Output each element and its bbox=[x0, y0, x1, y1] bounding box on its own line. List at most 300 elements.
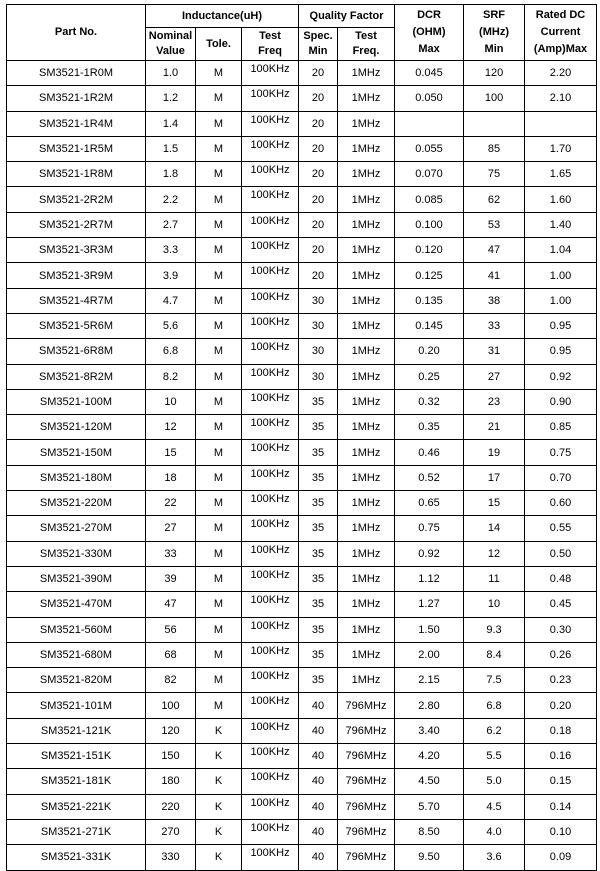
dcr-max-cell: 0.32 bbox=[395, 389, 464, 414]
srf-min-cell: 5.0 bbox=[464, 769, 525, 794]
q-spec-min-cell: 40 bbox=[299, 718, 338, 743]
tolerance-header: Tole. bbox=[196, 28, 242, 61]
q-test-freq-cell: 1MHz bbox=[338, 491, 395, 516]
q-test-freq-cell: 1MHz bbox=[338, 668, 395, 693]
nominal-value-cell: 1.0 bbox=[146, 61, 196, 86]
rated-current-cell: 2.10 bbox=[525, 86, 597, 111]
q-spec-min-cell: 35 bbox=[299, 592, 338, 617]
tolerance-cell: K bbox=[196, 769, 242, 794]
table-row bbox=[7, 794, 597, 819]
nominal-value-cell: 12 bbox=[146, 415, 196, 440]
q-test-freq-cell: 1MHz bbox=[338, 389, 395, 414]
srf-min-cell: 11 bbox=[464, 566, 525, 591]
tolerance-cell: K bbox=[196, 845, 242, 870]
srf-min-cell: 100 bbox=[464, 86, 525, 111]
table-row bbox=[7, 566, 597, 591]
rated-current-cell: 0.30 bbox=[525, 617, 597, 642]
q-spec-min-cell: 40 bbox=[299, 845, 338, 870]
nominal-value-cell: 220 bbox=[146, 794, 196, 819]
q-spec-min-cell: 35 bbox=[299, 465, 338, 490]
nominal-value-cell: 1.8 bbox=[146, 162, 196, 187]
q-spec-min-cell: 35 bbox=[299, 617, 338, 642]
srf-min-cell: 3.6 bbox=[464, 845, 525, 870]
part-number-cell: SM3521-270M bbox=[7, 516, 146, 541]
rated-current-cell: 0.23 bbox=[525, 668, 597, 693]
test-freq-cell: 100KHz bbox=[242, 516, 299, 541]
srf-min-cell: 41 bbox=[464, 263, 525, 288]
rated-current-cell: 1.70 bbox=[525, 136, 597, 161]
nominal-value-cell: 2.2 bbox=[146, 187, 196, 212]
test-freq-cell: 100KHz bbox=[242, 744, 299, 769]
q-spec-min-cell: 35 bbox=[299, 415, 338, 440]
part-number-cell: SM3521-180M bbox=[7, 465, 146, 490]
rated-current-cell: 0.18 bbox=[525, 718, 597, 743]
q-test-freq-cell: 1MHz bbox=[338, 592, 395, 617]
srf-min-cell bbox=[464, 111, 525, 136]
nominal-value-cell: 1.2 bbox=[146, 86, 196, 111]
q-test-freq-cell: 1MHz bbox=[338, 111, 395, 136]
part-number-cell: SM3521-1R8M bbox=[7, 162, 146, 187]
srf-min-cell: 53 bbox=[464, 212, 525, 237]
table-row bbox=[7, 642, 597, 667]
q-test-freq-cell: 1MHz bbox=[338, 61, 395, 86]
tolerance-cell: M bbox=[196, 491, 242, 516]
table-row bbox=[7, 718, 597, 743]
dcr-max-cell: 0.35 bbox=[395, 415, 464, 440]
q-test-freq-cell: 1MHz bbox=[338, 541, 395, 566]
rated-current-cell: 0.95 bbox=[525, 313, 597, 338]
tolerance-cell: M bbox=[196, 212, 242, 237]
tolerance-cell: M bbox=[196, 516, 242, 541]
rated-current-cell: 0.10 bbox=[525, 819, 597, 844]
q-spec-min-cell: 20 bbox=[299, 136, 338, 161]
tolerance-cell: M bbox=[196, 187, 242, 212]
srf-min-cell: 14 bbox=[464, 516, 525, 541]
part-number-cell: SM3521-8R2M bbox=[7, 364, 146, 389]
rated-current-cell: 1.65 bbox=[525, 162, 597, 187]
part-no-header: Part No. bbox=[7, 5, 146, 61]
table-row bbox=[7, 541, 597, 566]
test-freq-cell: 100KHz bbox=[242, 566, 299, 591]
part-number-cell: SM3521-1R4M bbox=[7, 111, 146, 136]
nominal-value-cell: 4.7 bbox=[146, 288, 196, 313]
nominal-value-cell: 15 bbox=[146, 440, 196, 465]
q-test-freq-cell: 1MHz bbox=[338, 187, 395, 212]
dcr-header: DCR (OHM) Max bbox=[395, 5, 464, 61]
q-spec-min-cell: 20 bbox=[299, 187, 338, 212]
test-freq-cell: 100KHz bbox=[242, 617, 299, 642]
srf-min-cell: 47 bbox=[464, 238, 525, 263]
tolerance-cell: M bbox=[196, 465, 242, 490]
q-spec-min-cell: 35 bbox=[299, 541, 338, 566]
rated-current-cell: 0.92 bbox=[525, 364, 597, 389]
rated-current-cell: 0.55 bbox=[525, 516, 597, 541]
part-number-cell: SM3521-100M bbox=[7, 389, 146, 414]
tolerance-cell: M bbox=[196, 592, 242, 617]
table-row bbox=[7, 617, 597, 642]
table-row bbox=[7, 111, 597, 136]
tolerance-cell: M bbox=[196, 668, 242, 693]
srf-min-cell: 6.8 bbox=[464, 693, 525, 718]
table-row bbox=[7, 668, 597, 693]
dcr-max-cell: 0.055 bbox=[395, 136, 464, 161]
dcr-max-cell: 0.75 bbox=[395, 516, 464, 541]
q-spec-min-cell: 20 bbox=[299, 212, 338, 237]
test-freq-cell: 100KHz bbox=[242, 313, 299, 338]
test-freq-cell: 100KHz bbox=[242, 263, 299, 288]
dcr-max-cell: 0.070 bbox=[395, 162, 464, 187]
srf-min-cell: 21 bbox=[464, 415, 525, 440]
inductor-spec-table bbox=[6, 4, 597, 871]
rated-current-cell: 1.40 bbox=[525, 212, 597, 237]
table-row bbox=[7, 819, 597, 844]
test-freq-cell: 100KHz bbox=[242, 465, 299, 490]
table-row bbox=[7, 136, 597, 161]
table-row bbox=[7, 263, 597, 288]
part-number-cell: SM3521-680M bbox=[7, 642, 146, 667]
nominal-value-cell: 2.7 bbox=[146, 212, 196, 237]
q-test-freq-cell: 1MHz bbox=[338, 642, 395, 667]
table-row bbox=[7, 212, 597, 237]
test-freq-cell: 100KHz bbox=[242, 111, 299, 136]
part-number-cell: SM3521-220M bbox=[7, 491, 146, 516]
tolerance-cell: M bbox=[196, 364, 242, 389]
table-row bbox=[7, 592, 597, 617]
dcr-max-cell: 0.045 bbox=[395, 61, 464, 86]
rated-current-cell: 0.48 bbox=[525, 566, 597, 591]
tolerance-cell: M bbox=[196, 111, 242, 136]
srf-min-cell: 31 bbox=[464, 339, 525, 364]
tolerance-cell: M bbox=[196, 238, 242, 263]
tolerance-cell: M bbox=[196, 61, 242, 86]
test-freq-cell: 100KHz bbox=[242, 693, 299, 718]
tolerance-cell: K bbox=[196, 794, 242, 819]
part-number-cell: SM3521-560M bbox=[7, 617, 146, 642]
tolerance-cell: M bbox=[196, 136, 242, 161]
q-test-freq-cell: 1MHz bbox=[338, 617, 395, 642]
srf-min-cell: 12 bbox=[464, 541, 525, 566]
q-spec-min-cell: 35 bbox=[299, 389, 338, 414]
test-freq-cell: 100KHz bbox=[242, 491, 299, 516]
rated-current-cell: 0.75 bbox=[525, 440, 597, 465]
test-freq-cell: 100KHz bbox=[242, 339, 299, 364]
rated-current-cell: 0.14 bbox=[525, 794, 597, 819]
rated-current-cell: 1.00 bbox=[525, 263, 597, 288]
q-test-freq-cell: 796MHz bbox=[338, 693, 395, 718]
test-freq-cell: 100KHz bbox=[242, 238, 299, 263]
dcr-max-cell bbox=[395, 111, 464, 136]
q-spec-min-cell: 40 bbox=[299, 769, 338, 794]
dcr-max-cell: 0.92 bbox=[395, 541, 464, 566]
dcr-max-cell: 2.00 bbox=[395, 642, 464, 667]
q-spec-min-cell: 20 bbox=[299, 86, 338, 111]
dcr-max-cell: 0.46 bbox=[395, 440, 464, 465]
nominal-value-cell: 33 bbox=[146, 541, 196, 566]
test-freq-cell: 100KHz bbox=[242, 86, 299, 111]
rated-current-cell: 0.85 bbox=[525, 415, 597, 440]
q-test-freq-header: Test Freq. bbox=[338, 28, 395, 61]
dcr-max-cell: 0.20 bbox=[395, 339, 464, 364]
rated-current-cell: 0.45 bbox=[525, 592, 597, 617]
table-header bbox=[7, 5, 597, 61]
nominal-value-cell: 1.5 bbox=[146, 136, 196, 161]
spec-min-header: Spec. Min bbox=[299, 28, 338, 61]
tolerance-cell: K bbox=[196, 718, 242, 743]
nominal-value-cell: 22 bbox=[146, 491, 196, 516]
dcr-max-cell: 9.50 bbox=[395, 845, 464, 870]
rated-current-cell: 0.50 bbox=[525, 541, 597, 566]
rated-current-cell: 0.60 bbox=[525, 491, 597, 516]
tolerance-cell: M bbox=[196, 566, 242, 591]
q-test-freq-cell: 1MHz bbox=[338, 162, 395, 187]
q-spec-min-cell: 35 bbox=[299, 491, 338, 516]
srf-min-cell: 23 bbox=[464, 389, 525, 414]
nominal-value-cell: 82 bbox=[146, 668, 196, 693]
nominal-value-cell: 6.8 bbox=[146, 339, 196, 364]
q-spec-min-cell: 40 bbox=[299, 794, 338, 819]
rated-current-cell: 0.95 bbox=[525, 339, 597, 364]
dcr-max-cell: 0.65 bbox=[395, 491, 464, 516]
part-number-cell: SM3521-390M bbox=[7, 566, 146, 591]
srf-min-cell: 4.5 bbox=[464, 794, 525, 819]
dcr-max-cell: 4.50 bbox=[395, 769, 464, 794]
srf-min-cell: 85 bbox=[464, 136, 525, 161]
q-spec-min-cell: 35 bbox=[299, 566, 338, 591]
part-number-cell: SM3521-3R3M bbox=[7, 238, 146, 263]
tolerance-cell: M bbox=[196, 288, 242, 313]
srf-min-cell: 27 bbox=[464, 364, 525, 389]
tolerance-cell: M bbox=[196, 162, 242, 187]
q-test-freq-cell: 796MHz bbox=[338, 845, 395, 870]
part-number-cell: SM3521-330M bbox=[7, 541, 146, 566]
srf-min-cell: 38 bbox=[464, 288, 525, 313]
q-test-freq-cell: 1MHz bbox=[338, 288, 395, 313]
inductance-header: Inductance(uH) bbox=[146, 5, 299, 28]
nominal-value-cell: 10 bbox=[146, 389, 196, 414]
srf-min-cell: 33 bbox=[464, 313, 525, 338]
srf-min-cell: 19 bbox=[464, 440, 525, 465]
dcr-max-cell: 0.135 bbox=[395, 288, 464, 313]
q-spec-min-cell: 20 bbox=[299, 111, 338, 136]
q-spec-min-cell: 35 bbox=[299, 668, 338, 693]
q-test-freq-cell: 1MHz bbox=[338, 415, 395, 440]
part-number-cell: SM3521-470M bbox=[7, 592, 146, 617]
test-freq-cell: 100KHz bbox=[242, 61, 299, 86]
nominal-value-cell: 39 bbox=[146, 566, 196, 591]
nominal-value-cell: 68 bbox=[146, 642, 196, 667]
part-number-cell: SM3521-1R5M bbox=[7, 136, 146, 161]
rated-current-cell: 0.16 bbox=[525, 744, 597, 769]
table-row bbox=[7, 845, 597, 870]
tolerance-cell: K bbox=[196, 819, 242, 844]
test-freq-header: Test Freq bbox=[242, 28, 299, 61]
tolerance-cell: M bbox=[196, 389, 242, 414]
test-freq-cell: 100KHz bbox=[242, 668, 299, 693]
table-row bbox=[7, 516, 597, 541]
table-row bbox=[7, 288, 597, 313]
part-number-cell: SM3521-4R7M bbox=[7, 288, 146, 313]
q-test-freq-cell: 1MHz bbox=[338, 263, 395, 288]
srf-min-cell: 15 bbox=[464, 491, 525, 516]
q-spec-min-cell: 35 bbox=[299, 642, 338, 667]
q-test-freq-cell: 1MHz bbox=[338, 465, 395, 490]
tolerance-cell: M bbox=[196, 313, 242, 338]
nominal-value-cell: 18 bbox=[146, 465, 196, 490]
dcr-max-cell: 8.50 bbox=[395, 819, 464, 844]
nominal-value-cell: 180 bbox=[146, 769, 196, 794]
q-spec-min-cell: 30 bbox=[299, 288, 338, 313]
q-spec-min-cell: 30 bbox=[299, 313, 338, 338]
test-freq-cell: 100KHz bbox=[242, 819, 299, 844]
table-row bbox=[7, 440, 597, 465]
table-row bbox=[7, 61, 597, 86]
test-freq-cell: 100KHz bbox=[242, 440, 299, 465]
srf-min-cell: 5.5 bbox=[464, 744, 525, 769]
table-row bbox=[7, 187, 597, 212]
q-spec-min-cell: 20 bbox=[299, 238, 338, 263]
rated-current-cell: 0.90 bbox=[525, 389, 597, 414]
rated-current-cell: 2.20 bbox=[525, 61, 597, 86]
dcr-max-cell: 1.12 bbox=[395, 566, 464, 591]
dcr-max-cell: 1.50 bbox=[395, 617, 464, 642]
nominal-value-cell: 270 bbox=[146, 819, 196, 844]
nominal-value-header: Nominal Value bbox=[146, 28, 196, 61]
test-freq-cell: 100KHz bbox=[242, 162, 299, 187]
dcr-max-cell: 0.52 bbox=[395, 465, 464, 490]
test-freq-cell: 100KHz bbox=[242, 541, 299, 566]
tolerance-cell: M bbox=[196, 440, 242, 465]
q-spec-min-cell: 30 bbox=[299, 364, 338, 389]
q-test-freq-cell: 796MHz bbox=[338, 744, 395, 769]
part-number-cell: SM3521-120M bbox=[7, 415, 146, 440]
nominal-value-cell: 5.6 bbox=[146, 313, 196, 338]
table-row bbox=[7, 238, 597, 263]
rated-current-cell: 0.15 bbox=[525, 769, 597, 794]
q-test-freq-cell: 796MHz bbox=[338, 819, 395, 844]
table-row bbox=[7, 364, 597, 389]
q-test-freq-cell: 1MHz bbox=[338, 313, 395, 338]
dcr-max-cell: 0.25 bbox=[395, 364, 464, 389]
test-freq-cell: 100KHz bbox=[242, 212, 299, 237]
dcr-max-cell: 0.125 bbox=[395, 263, 464, 288]
table-row bbox=[7, 744, 597, 769]
part-number-cell: SM3521-3R9M bbox=[7, 263, 146, 288]
nominal-value-cell: 100 bbox=[146, 693, 196, 718]
tolerance-cell: M bbox=[196, 642, 242, 667]
tolerance-cell: M bbox=[196, 693, 242, 718]
dcr-max-cell: 0.145 bbox=[395, 313, 464, 338]
part-number-cell: SM3521-221K bbox=[7, 794, 146, 819]
part-number-cell: SM3521-331K bbox=[7, 845, 146, 870]
test-freq-cell: 100KHz bbox=[242, 364, 299, 389]
srf-min-cell: 8.4 bbox=[464, 642, 525, 667]
srf-min-cell: 10 bbox=[464, 592, 525, 617]
q-test-freq-cell: 1MHz bbox=[338, 136, 395, 161]
srf-min-cell: 4.0 bbox=[464, 819, 525, 844]
tolerance-cell: K bbox=[196, 744, 242, 769]
q-spec-min-cell: 40 bbox=[299, 693, 338, 718]
q-test-freq-cell: 1MHz bbox=[338, 212, 395, 237]
q-test-freq-cell: 1MHz bbox=[338, 516, 395, 541]
dcr-max-cell: 0.085 bbox=[395, 187, 464, 212]
quality-factor-header: Quality Factor bbox=[299, 5, 395, 28]
tolerance-cell: M bbox=[196, 415, 242, 440]
rated-current-cell bbox=[525, 111, 597, 136]
srf-header: SRF (MHz) Min bbox=[464, 5, 525, 61]
table-row bbox=[7, 693, 597, 718]
test-freq-cell: 100KHz bbox=[242, 794, 299, 819]
tolerance-cell: M bbox=[196, 617, 242, 642]
srf-min-cell: 75 bbox=[464, 162, 525, 187]
rated-dc-header: Rated DC Current (Amp)Max bbox=[525, 5, 597, 61]
srf-min-cell: 7.5 bbox=[464, 668, 525, 693]
part-number-cell: SM3521-2R2M bbox=[7, 187, 146, 212]
q-spec-min-cell: 40 bbox=[299, 819, 338, 844]
nominal-value-cell: 3.3 bbox=[146, 238, 196, 263]
tolerance-cell: M bbox=[196, 263, 242, 288]
nominal-value-cell: 1.4 bbox=[146, 111, 196, 136]
nominal-value-cell: 150 bbox=[146, 744, 196, 769]
test-freq-cell: 100KHz bbox=[242, 288, 299, 313]
rated-current-cell: 0.26 bbox=[525, 642, 597, 667]
test-freq-cell: 100KHz bbox=[242, 389, 299, 414]
test-freq-cell: 100KHz bbox=[242, 845, 299, 870]
tolerance-cell: M bbox=[196, 541, 242, 566]
q-test-freq-cell: 1MHz bbox=[338, 440, 395, 465]
table-row bbox=[7, 339, 597, 364]
dcr-max-cell: 0.100 bbox=[395, 212, 464, 237]
part-number-cell: SM3521-820M bbox=[7, 668, 146, 693]
srf-min-cell: 62 bbox=[464, 187, 525, 212]
tolerance-cell: M bbox=[196, 339, 242, 364]
srf-min-cell: 6.2 bbox=[464, 718, 525, 743]
part-number-cell: SM3521-121K bbox=[7, 718, 146, 743]
part-number-cell: SM3521-2R7M bbox=[7, 212, 146, 237]
nominal-value-cell: 27 bbox=[146, 516, 196, 541]
test-freq-cell: 100KHz bbox=[242, 136, 299, 161]
q-spec-min-cell: 35 bbox=[299, 440, 338, 465]
dcr-max-cell: 0.050 bbox=[395, 86, 464, 111]
table-row bbox=[7, 465, 597, 490]
dcr-max-cell: 0.120 bbox=[395, 238, 464, 263]
dcr-max-cell: 2.15 bbox=[395, 668, 464, 693]
table-row bbox=[7, 389, 597, 414]
test-freq-cell: 100KHz bbox=[242, 592, 299, 617]
q-spec-min-cell: 20 bbox=[299, 162, 338, 187]
test-freq-cell: 100KHz bbox=[242, 718, 299, 743]
q-spec-min-cell: 35 bbox=[299, 516, 338, 541]
part-number-cell: SM3521-1R2M bbox=[7, 86, 146, 111]
q-test-freq-cell: 1MHz bbox=[338, 86, 395, 111]
rated-current-cell: 1.04 bbox=[525, 238, 597, 263]
q-spec-min-cell: 30 bbox=[299, 339, 338, 364]
q-test-freq-cell: 1MHz bbox=[338, 238, 395, 263]
rated-current-cell: 1.00 bbox=[525, 288, 597, 313]
rated-current-cell: 0.20 bbox=[525, 693, 597, 718]
table-row bbox=[7, 86, 597, 111]
tolerance-cell: M bbox=[196, 86, 242, 111]
table-row bbox=[7, 162, 597, 187]
srf-min-cell: 120 bbox=[464, 61, 525, 86]
dcr-max-cell: 4.20 bbox=[395, 744, 464, 769]
dcr-max-cell: 5.70 bbox=[395, 794, 464, 819]
part-number-cell: SM3521-6R8M bbox=[7, 339, 146, 364]
q-spec-min-cell: 20 bbox=[299, 263, 338, 288]
rated-current-cell: 0.09 bbox=[525, 845, 597, 870]
table-body bbox=[7, 61, 597, 871]
q-spec-min-cell: 40 bbox=[299, 744, 338, 769]
part-number-cell: SM3521-271K bbox=[7, 819, 146, 844]
